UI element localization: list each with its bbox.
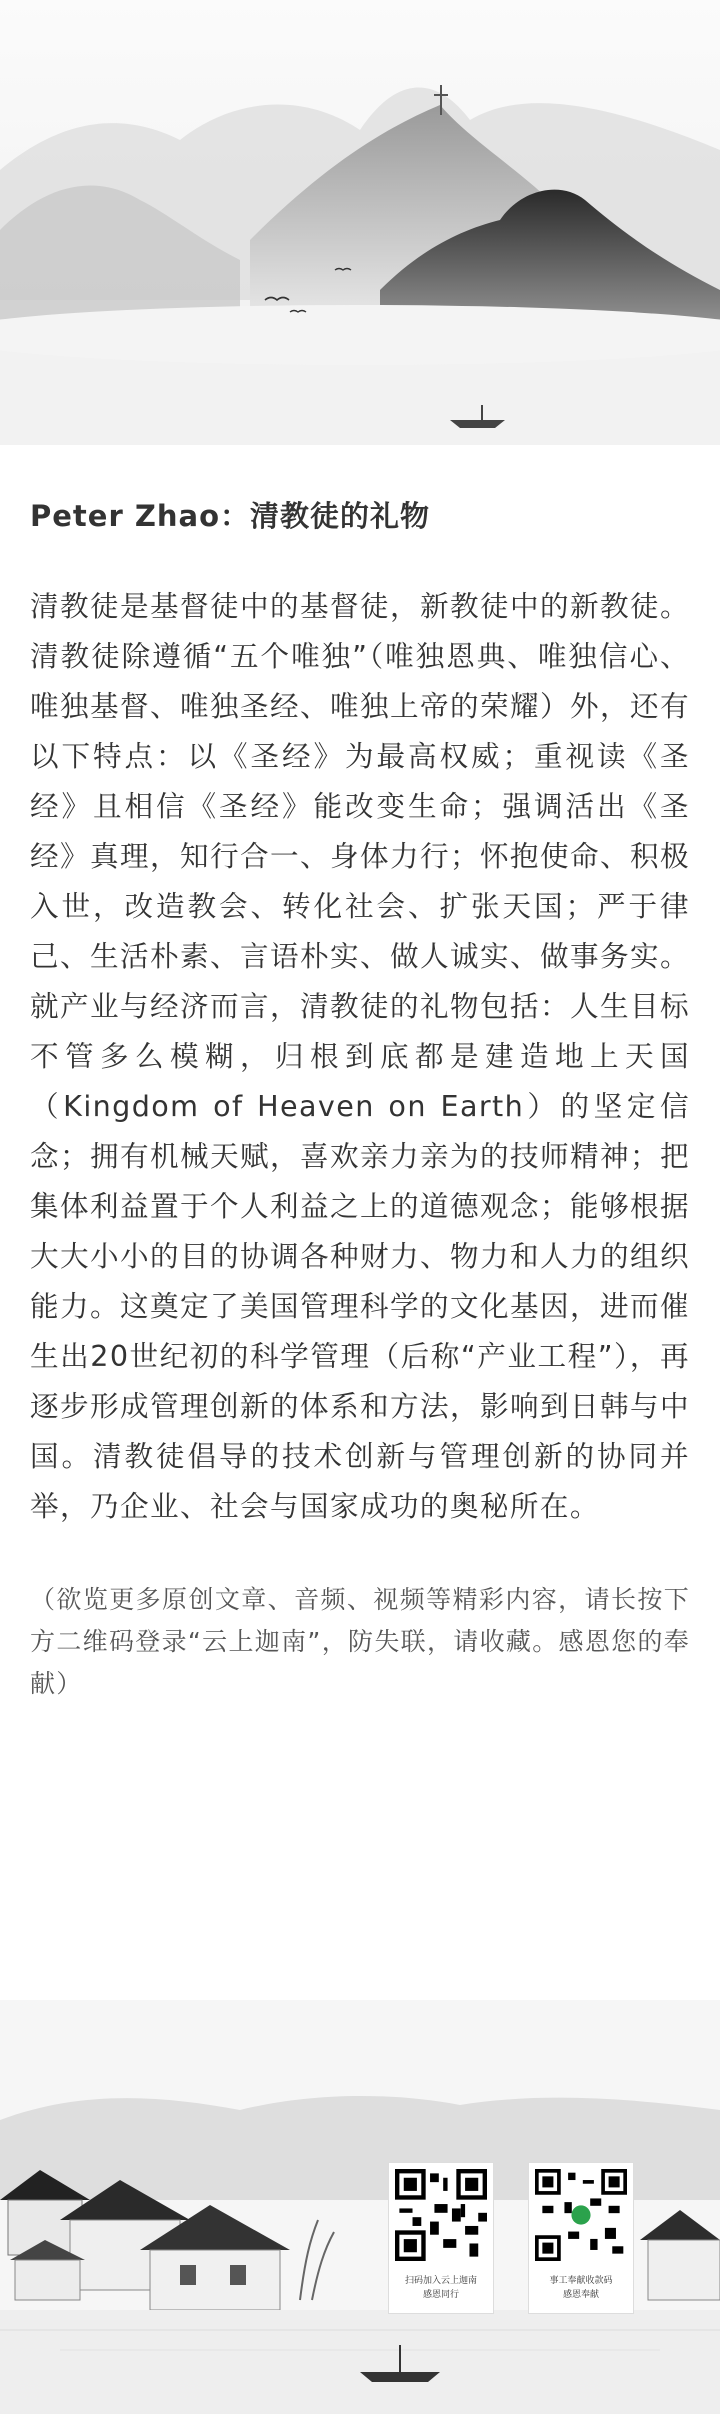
article-title: Peter Zhao：清教徒的礼物 <box>30 499 431 533</box>
header-landscape-illustration <box>0 0 720 445</box>
footer-village-illustration <box>0 2000 720 2414</box>
qr-caption-line2: 感恩奉献 <box>562 2290 599 2300</box>
qr-code-icon <box>535 2169 627 2261</box>
article <box>30 470 690 1705</box>
article-note: （欲览更多原创文章、音频、视频等精彩内容，请长按下方二维码登录“云上迦南”，防失联，请收藏。感恩您的奉献） <box>30 1585 690 1698</box>
ink-landscape <box>0 0 720 445</box>
boat-icon <box>360 2372 440 2382</box>
qr-card-join[interactable] <box>388 2162 494 2314</box>
qr-card-offering[interactable] <box>528 2162 634 2314</box>
qr-code-icon <box>395 2169 487 2261</box>
qr-caption-line1: 事工奉献收款码 <box>549 2276 613 2286</box>
article-body: 清教徒是基督徒中的基督徒，新教徒中的新教徒。清教徒除遵循“五个唯独”（唯独恩典、唯独信心、唯独基督、唯独圣经、唯独上帝的荣耀）外，还有以下特点：以《圣经》为最高权威；重视读《圣经》且相信《圣经》能改变生命；强调活出《圣经》真理，知行合一、身体力行；怀抱使命、积极入世，改造教会、转化社会、扩张天国；严于律己、生活朴素、言语朴实、做人诚实、做事务实。就产业与经济而言，清教徒的礼物包括：人生目标不管多么模糊，归根到底都是建造地上天国（Kingdom of Heaven on Earth）的坚定信念；拥有机械天赋，喜欢亲力亲为的技师精神；把集体利益置于个人利益之上的道德观念；能够根据大大小小的目的协调各种财力、物力和人力的组织能力。这奠定了美国管理科学的文化基因，进而催生出20世纪初的科学管理（后称“产业工程”），再逐步形成管理创新的体系和方法，影响到日韩与中国。清教徒倡导的技术创新与管理创新的协同并举，乃企业、社会与国家成功的奥秘所在。 <box>30 589 690 1523</box>
qr-caption-line1: 扫码加入云上迦南 <box>404 2276 477 2286</box>
qr-caption-line2: 感恩同行 <box>422 2290 459 2300</box>
